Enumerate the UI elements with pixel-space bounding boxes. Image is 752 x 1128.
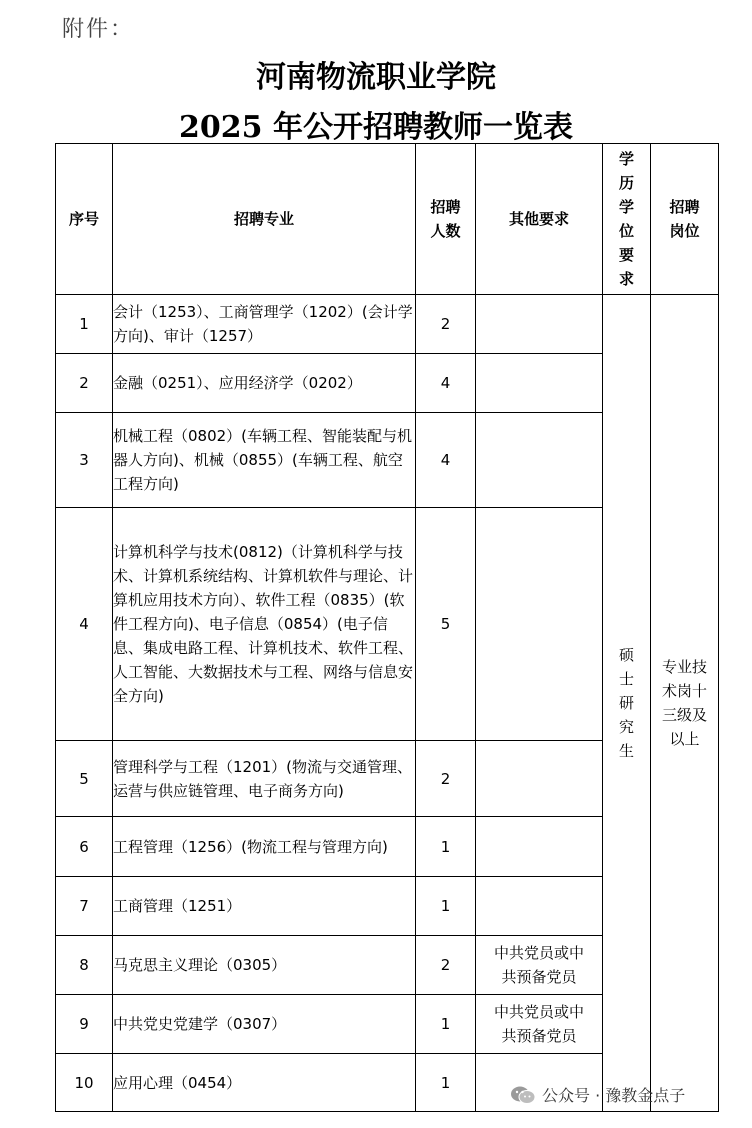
post-value: 专业技术岗十三级及以上	[661, 658, 707, 748]
document-title-line1: 河南物流职业学院	[256, 60, 496, 95]
row-count: 5	[416, 508, 476, 741]
wechat-icon	[510, 1085, 536, 1105]
row-seq: 4	[56, 508, 113, 741]
header-count	[416, 144, 476, 295]
row-major: 工商管理（1251）	[113, 877, 416, 936]
row-count: 1	[416, 1054, 476, 1112]
row-seq: 5	[56, 741, 113, 817]
row-other	[476, 354, 603, 413]
row-count: 2	[416, 295, 476, 354]
row-other	[476, 508, 603, 741]
row-major: 管理科学与工程（1201）(物流与交通管理、运营与供应链管理、电子商务方向)	[113, 741, 416, 817]
row-major: 应用心理（0454）	[113, 1054, 416, 1112]
row-seq: 8	[56, 936, 113, 995]
table-row	[56, 295, 719, 354]
row-seq: 1	[56, 295, 113, 354]
header-education-text: 学历学位要求	[618, 150, 634, 288]
document-title-line2: 2025 年公开招聘教师一览表	[179, 110, 573, 145]
row-major: 机械工程（0802）(车辆工程、智能装配与机器人方向)、机械（0855）(车辆工程、航空工程方向)	[113, 413, 416, 508]
attachment-label: 附件：	[62, 17, 135, 42]
row-count: 1	[416, 995, 476, 1054]
row-other-text: 中共党员或中共预备党员	[493, 1003, 584, 1045]
row-seq: 6	[56, 817, 113, 877]
header-other: 其他要求	[476, 144, 603, 295]
row-count: 2	[416, 741, 476, 817]
education-cell	[603, 295, 651, 1112]
row-seq: 7	[56, 877, 113, 936]
header-education	[603, 144, 651, 295]
row-other	[476, 741, 603, 817]
watermark	[510, 1083, 685, 1106]
row-other	[476, 413, 603, 508]
header-post-text: 招聘岗位	[669, 198, 700, 240]
row-major: 会计（1253）、工商管理学（1202）(会计学方向)、审计（1257）	[113, 295, 416, 354]
row-count: 4	[416, 354, 476, 413]
header-major: 招聘专业	[113, 144, 416, 295]
row-seq: 2	[56, 354, 113, 413]
row-other	[476, 817, 603, 877]
education-value: 硕士研究生	[618, 646, 634, 760]
header-row	[56, 144, 719, 295]
row-count: 1	[416, 877, 476, 936]
row-seq: 10	[56, 1054, 113, 1112]
row-major: 计算机科学与技术(0812)（计算机科学与技术、计算机系统结构、计算机软件与理论、计算机应用技术方向）、软件工程（0835）(软件工程方向)、电子信息（0854）(电子信息、集成电路工程、计算机技术、软件工程、人工智能、大数据技术与工程、网络与信息安全方向)	[113, 508, 416, 741]
row-major: 金融（0251）、应用经济学（0202）	[113, 354, 416, 413]
row-seq: 9	[56, 995, 113, 1054]
row-seq: 3	[56, 413, 113, 508]
row-major: 工程管理（1256）(物流工程与管理方向)	[113, 817, 416, 877]
row-other	[476, 995, 603, 1054]
row-other	[476, 877, 603, 936]
row-count: 4	[416, 413, 476, 508]
header-post	[651, 144, 719, 295]
row-count: 1	[416, 817, 476, 877]
row-other	[476, 936, 603, 995]
watermark-text: 公众号 · 豫教金点子	[542, 1086, 686, 1105]
header-count-text: 招聘人数	[430, 198, 461, 240]
header-seq: 序号	[56, 144, 113, 295]
row-other-text: 中共党员或中共预备党员	[493, 944, 584, 986]
post-cell	[651, 295, 719, 1112]
recruitment-table	[55, 143, 719, 1112]
row-other	[476, 295, 603, 354]
row-major: 中共党史党建学（0307）	[113, 995, 416, 1054]
row-count: 2	[416, 936, 476, 995]
row-major: 马克思主义理论（0305）	[113, 936, 416, 995]
